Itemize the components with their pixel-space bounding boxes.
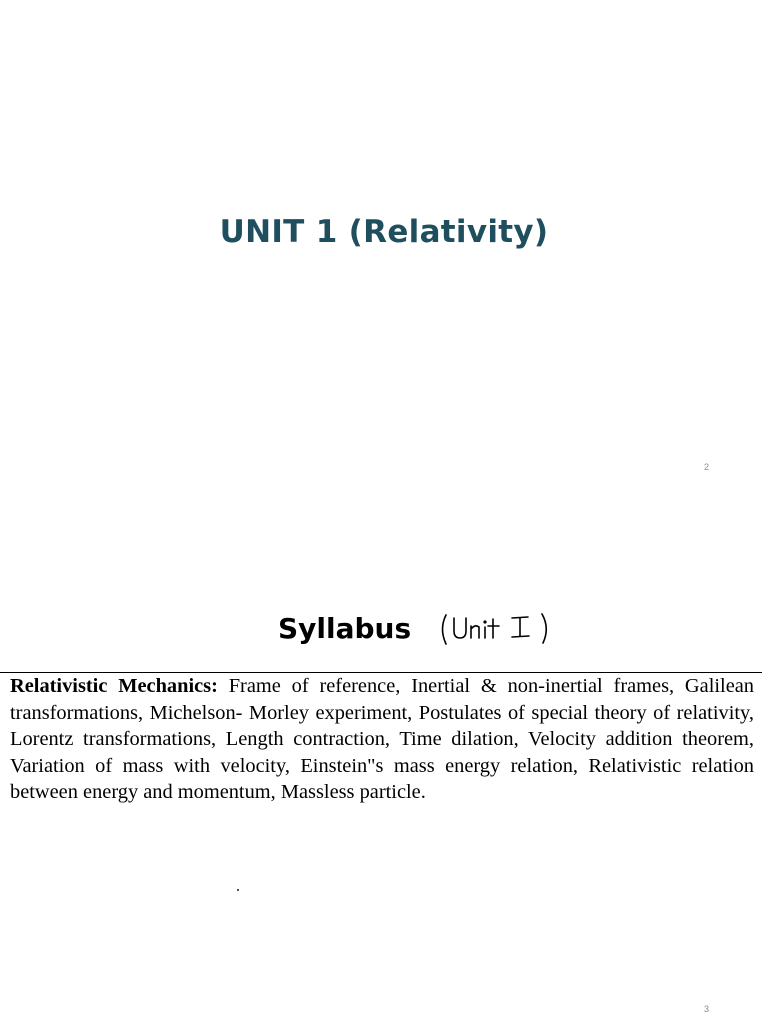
handwritten-note-unit-i <box>438 611 558 647</box>
unit-title: UNIT 1 (Relativity) <box>219 214 549 250</box>
syllabus-lead: Relativistic Mechanics: <box>10 675 218 697</box>
stray-mark <box>237 889 239 891</box>
slide-2 <box>0 0 768 485</box>
syllabus-body: Frame of reference, Inertial & non-inertial frames, Galilean transformations, Michelson- Morley experiment, Postulates of special theory of relativity, Lorentz transformations, Length contraction, Time dilation, Velocity addition theorem, Variation of mass with velocity, Einstein"s mass energy relation, Relativistic relation between energy and momentum, Massless particle. <box>10 675 754 803</box>
syllabus-paragraph <box>10 673 754 806</box>
syllabus-heading: Syllabus <box>278 612 412 645</box>
page-number: 2 <box>704 462 710 472</box>
slide-3 <box>0 485 768 1024</box>
page-number: 3 <box>704 1004 710 1014</box>
